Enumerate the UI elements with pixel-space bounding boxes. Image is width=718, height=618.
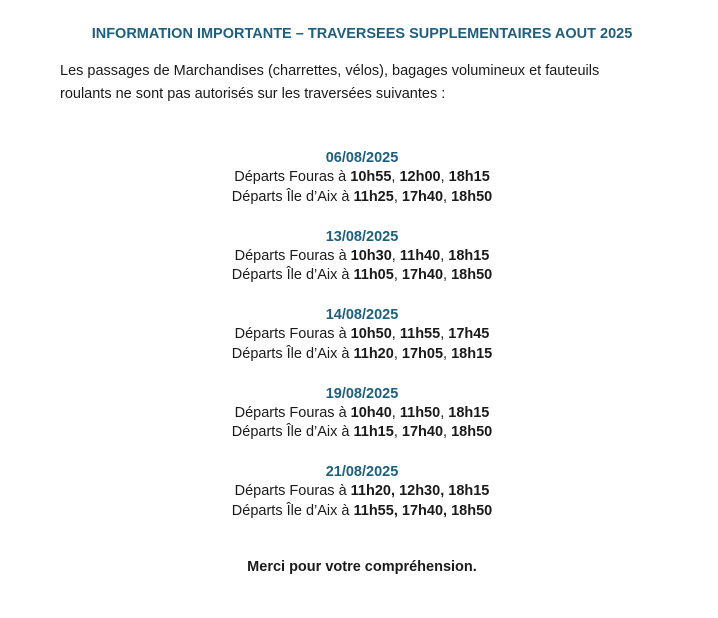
intro-paragraph (60, 60, 660, 106)
fouras-departures: Départs Fouras à 10h50, 11h55, 17h45 (234, 326, 490, 342)
departure-time: 17h40 (401, 188, 444, 205)
departure-time: 10h50 (350, 326, 392, 342)
departure-time: 18h50 (451, 424, 493, 440)
departure-time: 11h25 (353, 188, 394, 205)
aix-departures: Départs Île d’Aix à 11h55, 17h40, 18h50 (231, 502, 493, 519)
schedule-date: 14/08/2025 (325, 307, 399, 323)
schedule-day (0, 384, 718, 443)
departure-time: 17h40 (401, 267, 444, 283)
departure-label: Départs Île d’Aix à (231, 188, 354, 205)
departure-time: 11h40 (399, 247, 441, 264)
departure-time: 10h40 (350, 404, 392, 421)
departure-time: 12h00 (399, 169, 441, 185)
aix-departures: Départs Île d’Aix à 11h25, 17h40, 18h50 (231, 188, 493, 205)
departure-time: 11h20 (353, 345, 394, 362)
schedule-date: 06/08/2025 (325, 150, 399, 166)
departure-time: 11h50 (399, 404, 441, 421)
document-title: INFORMATION IMPORTANTE – TRAVERSEES SUPPLEMENTAIRES AOUT 2025 (91, 26, 633, 42)
departure-time: 11h15 (353, 424, 394, 440)
departure-label: Départs Île d’Aix à (231, 502, 354, 519)
thanks-message: Merci pour votre compréhension. (247, 559, 477, 575)
departure-label: Départs Fouras à (234, 169, 351, 185)
schedule-day (0, 148, 718, 207)
schedule-day (0, 227, 718, 286)
departure-time: 11h55 (353, 502, 394, 519)
schedule-date: 13/08/2025 (325, 228, 399, 245)
departure-label: Départs Fouras à (234, 247, 351, 264)
schedule-day (0, 305, 718, 364)
departure-time: 18h15 (451, 345, 493, 362)
departure-label: Départs Île d’Aix à (231, 267, 354, 283)
schedule-list (0, 148, 718, 541)
departure-time: 11h20 (350, 483, 391, 499)
departure-time: 12h30 (399, 483, 441, 499)
departure-time: 18h15 (448, 247, 490, 264)
departure-time: 11h55 (399, 326, 441, 342)
departure-time: 10h30 (350, 247, 392, 264)
departure-time: 18h15 (448, 404, 490, 421)
intro-line: roulants ne sont pas autorisés sur les traversées suivantes : (60, 86, 446, 102)
fouras-departures: Départs Fouras à 11h20, 12h30, 18h15 (234, 483, 490, 499)
aix-departures: Départs Île d’Aix à 11h05, 17h40, 18h50 (231, 267, 493, 283)
departure-time: 18h50 (451, 502, 493, 519)
departure-time: 18h15 (448, 483, 490, 499)
aix-departures: Départs Île d’Aix à 11h15, 17h40, 18h50 (231, 424, 493, 440)
departure-time: 17h40 (401, 502, 444, 519)
aix-departures: Départs Île d’Aix à 11h20, 17h05, 18h15 (231, 345, 493, 362)
departure-label: Départs Île d’Aix à (231, 345, 354, 362)
departure-label: Départs Île d’Aix à (231, 424, 354, 440)
departure-label: Départs Fouras à (234, 404, 351, 421)
schedule-date: 21/08/2025 (325, 464, 399, 480)
departure-label: Départs Fouras à (234, 483, 351, 499)
departure-time: 17h45 (448, 326, 490, 342)
departure-label: Départs Fouras à (234, 326, 351, 342)
fouras-departures: Départs Fouras à 10h40, 11h50, 18h15 (234, 404, 490, 421)
schedule-day (0, 462, 718, 521)
schedule-date: 19/08/2025 (325, 385, 399, 402)
departure-time: 17h05 (401, 345, 444, 362)
departure-time: 10h55 (350, 169, 392, 185)
fouras-departures: Départs Fouras à 10h55, 12h00, 18h15 (234, 169, 490, 185)
departure-time: 18h50 (451, 267, 493, 283)
intro-line: Les passages de Marchandises (charrettes, vélos), bagages volumineux et fauteuils (60, 63, 600, 79)
departure-time: 17h40 (401, 424, 444, 440)
departure-time: 11h05 (353, 267, 394, 283)
fouras-departures: Départs Fouras à 10h30, 11h40, 18h15 (234, 247, 490, 264)
departure-time: 18h15 (448, 169, 490, 185)
departure-time: 18h50 (451, 188, 493, 205)
